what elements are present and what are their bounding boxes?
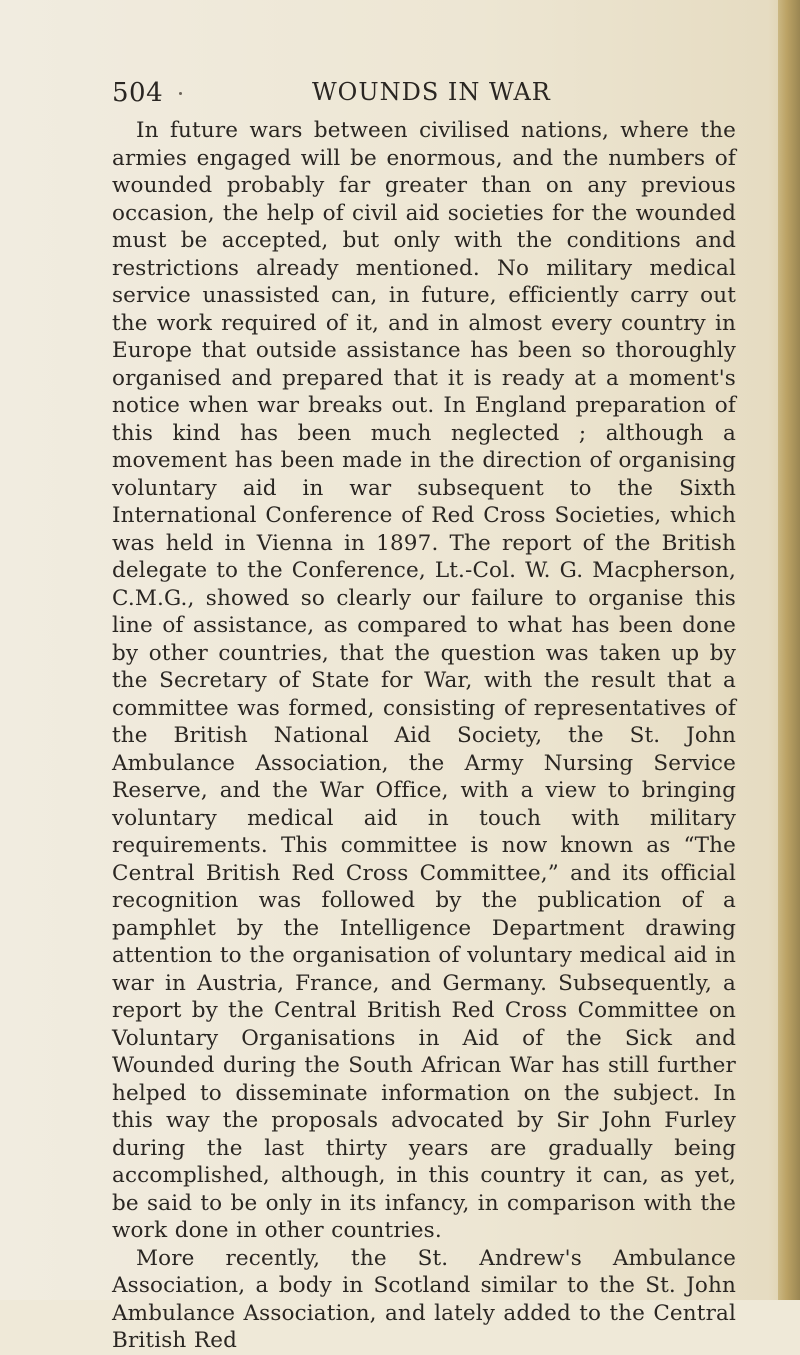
paragraph: In future wars between civilised nations, where the armies engaged will be enormous, and the numbers of wounded probably far greater than on any previous occasion, the help of civil aid societies for the wounded must be accepted, but only with the conditions and restrictions already mentioned. No military medical service unassisted can, in future, efficiently carry out the work required of it, and in almost every country in Europe that outside assistance has been so thoroughly organised and prepared that it is ready at a moment's notice when war breaks out. In England preparation of this kind has been much neglected ; although a movement has been made in the direction of organising voluntary aid in war subsequent to the Sixth International Conference of Red Cross Societies, which was held in Vienna in 1897. The report of the British delegate to the Conference, Lt.-Col. W. G. Macpherson, C.M.G., showed so clearly our failure to organise this line of assistance, as compared to what has been done by other countries, that the question was taken up by the Secretary of State for War, with the result that a committee was formed, consisting of representatives of the British National Aid Society, the St. John Ambulance Association, the Army Nursing Service Reserve, and the War Office, with a view to bringing voluntary medical aid in touch with military requirements. This committee is now known as “The Central British Red Cross Committee,” and its official recognition was followed by the publication of a pamphlet by the Intelligence Department drawing attention to the organisation of voluntary medical aid in war in Austria, France, and Germany. Subsequently, a report by the Central British Red Cross Committee on Voluntary Organisations in Aid of the Sick and Wounded during the South African War has still further helped to disseminate information on the subject. In this way the proposals advocated by Sir John Furley during the last thirty years are gradually being accomplished, although, in this country it can, as yet, be said to be only in its infancy, in comparison with the work done in other countries.	[112, 118, 736, 1243]
paragraph: More recently, the St. Andrew's Ambulance Association, a body in Scotland similar to the St. John Ambulance Association, and lately added to the Central British Red	[112, 1245, 736, 1353]
body-text	[112, 117, 736, 1355]
header-separator-dot	[179, 92, 182, 95]
page-edge	[778, 0, 800, 1300]
page-number: 504	[112, 78, 164, 108]
running-head: WOUNDS IN WAR	[312, 78, 551, 106]
page-header	[112, 78, 672, 112]
